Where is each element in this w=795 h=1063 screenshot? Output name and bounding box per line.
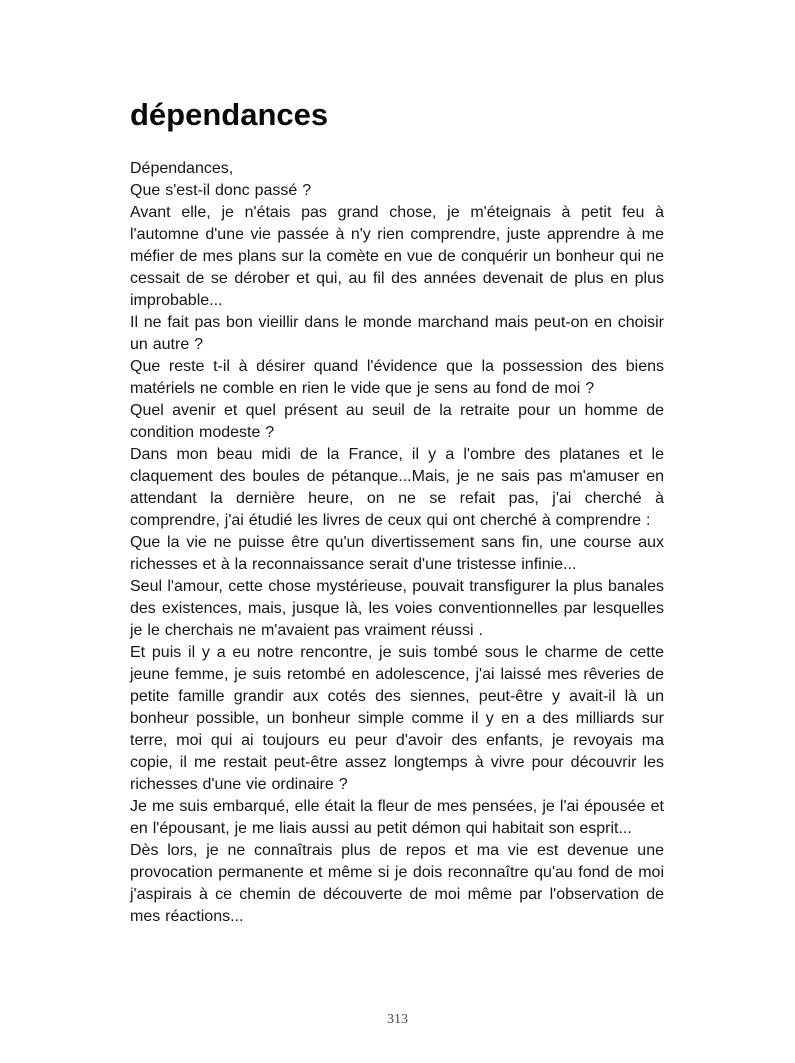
paragraph: Je me suis embarqué, elle était la fleur de mes pensées, je l'ai épousée et en l'épousant, je me liais aussi au petit démon qui habitait son esprit... bbox=[130, 798, 664, 837]
paragraph: Quel avenir et quel présent au seuil de la retraite pour un homme de condition modeste ? bbox=[130, 402, 664, 441]
page-number: 313 bbox=[387, 1012, 408, 1027]
paragraph: Que reste t-il à désirer quand l'évidence que la possession des biens matériels ne comble en rien le vide que je sens au fond de moi ? bbox=[130, 358, 664, 397]
paragraph: Dès lors, je ne connaîtrais plus de repos et ma vie est devenue une provocation permanente et même si je dois reconnaître qu'au fond de moi j'aspirais à ce chemin de découverte de moi même par l'observation de mes réactions... bbox=[130, 842, 664, 925]
paragraph: Dépendances, bbox=[130, 160, 234, 177]
paragraph: Seul l'amour, cette chose mystérieuse, pouvait transfigurer la plus banales des existences, mais, jusque là, les voies conventionnelles par lesquelles je le cherchais ne m'avaient pas vraiment réussi . bbox=[130, 578, 664, 639]
paragraph: Et puis il y a eu notre rencontre, je suis tombé sous le charme de cette jeune femme, je suis retombé en adolescence, j'ai laissé mes rêveries de petite famille grandir aux cotés des siennes, peut-être y avait-il là un bonheur possible, un bonheur simple comme il y en a des milliards sur terre, moi qui ai toujours eu peur d'avoir des enfants, je revoyais ma copie, il me restait peut-être assez longtemps à vivre pour découvrir les richesses d'une vie ordinaire ? bbox=[130, 644, 664, 793]
paragraph: Que s'est-il donc passé ? bbox=[130, 182, 312, 199]
paragraph: Il ne fait pas bon vieillir dans le monde marchand mais peut-on en choisir un autre ? bbox=[130, 314, 664, 353]
chapter-title: dépendances bbox=[130, 97, 329, 132]
paragraph: Que la vie ne puisse être qu'un divertissement sans fin, une course aux richesses et à la reconnaissance serait d'une tristesse infinie... bbox=[130, 534, 664, 573]
page-content bbox=[130, 96, 664, 928]
paragraph: Avant elle, je n'étais pas grand chose, je m'éteignais à petit feu à l'automne d'une vie passée à n'y rien comprendre, juste apprendre à me méfier de mes plans sur la comète en vue de conquérir un bonheur qui ne cessait de se dérober et qui, au fil des années devenait de plus en plus improbable... bbox=[130, 204, 664, 309]
body-text bbox=[130, 158, 664, 928]
paragraph: Dans mon beau midi de la France, il y a l'ombre des platanes et le claquement des boules de pétanque...Mais, je ne sais pas m'amuser en attendant la dernière heure, on ne se refait pas, j'ai cherché à comprendre, j'ai étudié les livres de ceux qui ont cherché à comprendre : bbox=[130, 446, 664, 529]
